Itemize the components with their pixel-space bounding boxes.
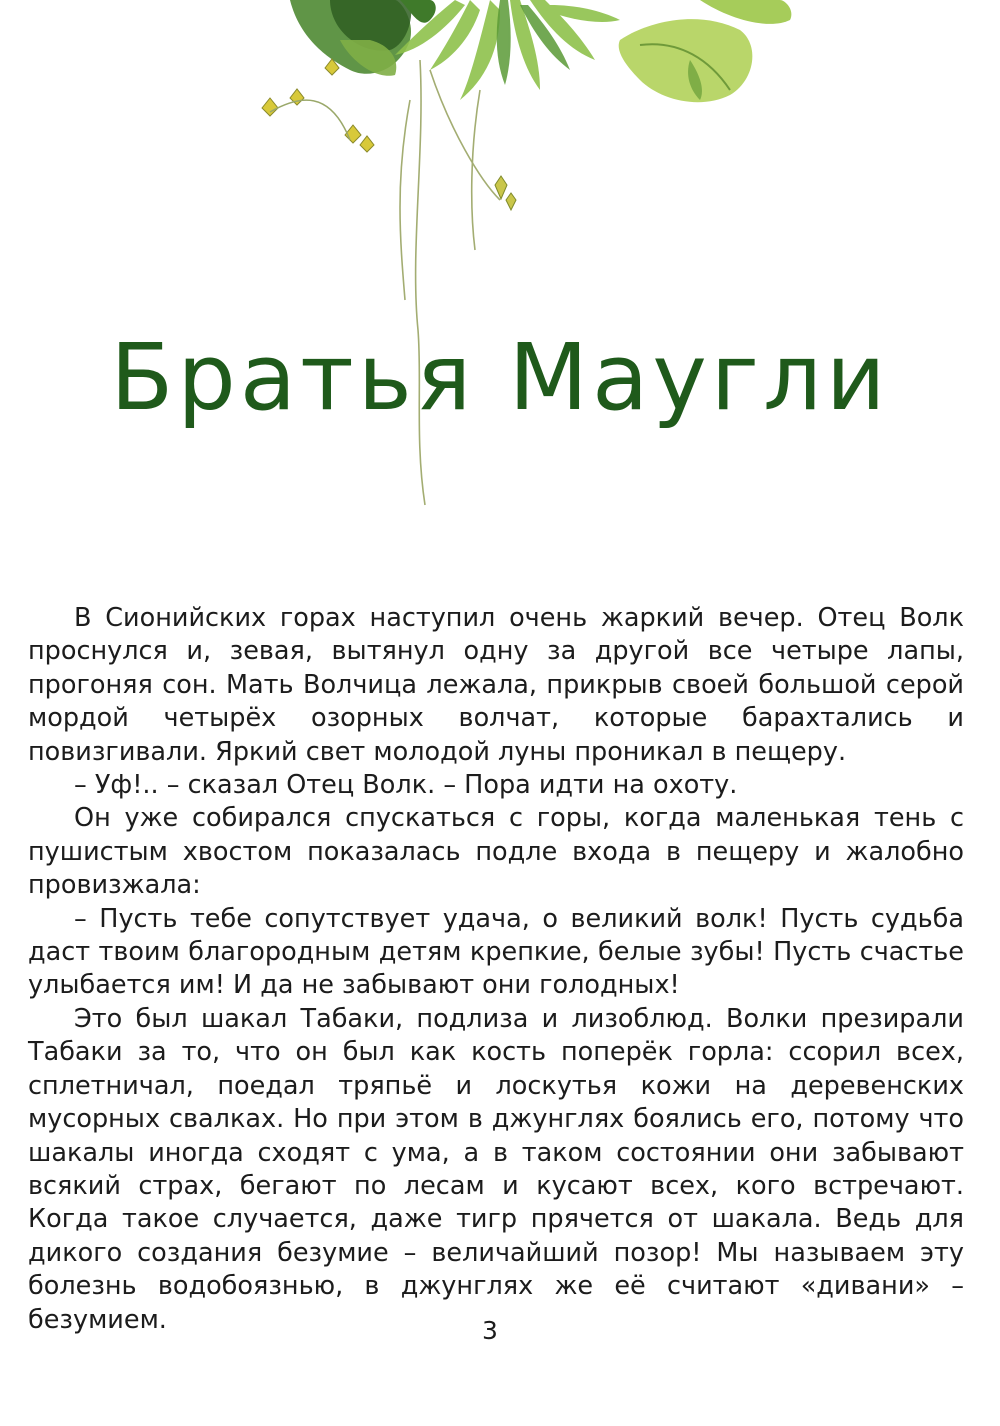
paragraph: Это был шакал Табаки, подлиза и лизоблюд. Волки презирали Табаки за то, что он был как кость поперёк горла: ссорил всех, сплетничал, поедал тряпьё и лоскутья кожи на деревенских мусорных свалках. Но при этом в джунглях боялись его, потому что шакалы иногда сходят с ума, а в таком состоянии они забывают всякий страх, бегают по лесам и кусают всех, кого встречают. Когда такое случается, даже тигр прячется от шакала. Ведь для дикого создания безумие – величайший позор! Мы называем эту болезнь водобоязнью, в джунглях же её считают «дивани» – безумием. xyxy=(28,1003,964,1335)
paragraph: В Сионийских горах наступил очень жаркий вечер. Отец Волк проснулся и, зевая, вытянул одну за другой все четыре лапы, прогоняя сон. Мать Волчица лежала, прикрыв своей большой серой мордой четырёх озорных волчат, которые барахтались и повизгивали. Яркий свет молодой луны проникал в пещеру. xyxy=(28,603,964,767)
page-number: 3 xyxy=(482,1316,498,1345)
jungle-vine-illustration xyxy=(0,0,1000,520)
hanging-vines xyxy=(400,60,500,505)
right-leaf-cluster xyxy=(619,0,792,102)
yellow-leaves-center xyxy=(495,176,516,210)
paragraph: – Пусть тебе сопутствует удача, о великий волк! Пусть судьба даст твоим благородным детям крепкие, белые зубы! Пусть счастье улыбается им! И да не забывают они голодных! xyxy=(28,903,964,1001)
chapter-title: Братья Маугли xyxy=(110,324,890,431)
paragraph: – Уф!.. – сказал Отец Волк. – Пора идти на охоту. xyxy=(74,770,738,801)
chapter-body xyxy=(28,602,964,1337)
paragraph: Он уже собирался спускаться с горы, когда маленькая тень с пушистым хвостом показалась подле входа в пещеру и жалобно провизжала: xyxy=(28,803,964,901)
yellow-leaves-left xyxy=(262,59,374,152)
